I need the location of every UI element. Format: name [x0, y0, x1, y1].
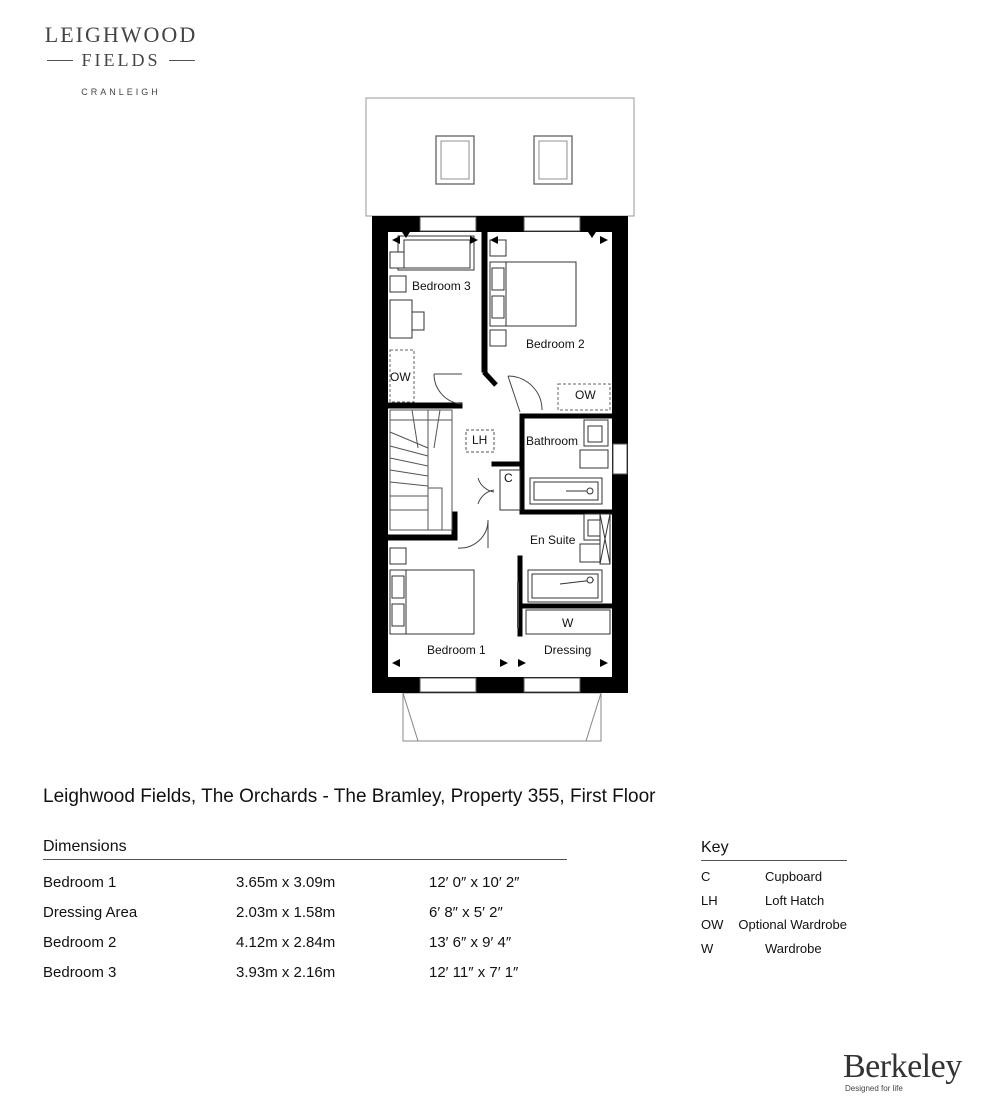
- balcony: [403, 693, 601, 741]
- berkeley-logo: [843, 1050, 963, 1093]
- list-item: [701, 913, 847, 937]
- logo-line-1: LEIGHWOOD: [44, 22, 198, 47]
- dimension-metric: 2.03m x 1.58m: [236, 904, 336, 921]
- dressing-label: Dressing: [544, 643, 592, 657]
- table-row: [43, 928, 567, 958]
- dimension-imperial: 12′ 11″ x 7′ 1″: [429, 964, 519, 981]
- key-legend: [701, 839, 847, 961]
- roof-area: [366, 98, 634, 216]
- dimensions-rows: [43, 868, 567, 988]
- key-rows: [701, 865, 847, 961]
- key-code: OW: [701, 917, 724, 932]
- list-item: [701, 889, 847, 913]
- key-code: W: [701, 941, 714, 956]
- ow-right-label: OW: [575, 388, 596, 402]
- list-item: [701, 937, 847, 961]
- c-label: C: [504, 471, 513, 485]
- bedroom-2-label: Bedroom 2: [526, 337, 585, 351]
- key-meaning: Cupboard: [765, 869, 823, 884]
- list-item: [701, 865, 847, 889]
- dimension-metric: 3.65m x 3.09m: [236, 874, 336, 891]
- ow-left-label: OW: [390, 370, 411, 384]
- bedroom-1-label: Bedroom 1: [427, 643, 486, 657]
- plan-title: Leighwood Fields, The Orchards - The Bramley, Property 355, First Floor: [43, 786, 656, 807]
- key-meaning: Wardrobe: [765, 941, 822, 956]
- dimension-imperial: 13′ 6″ x 9′ 4″: [429, 934, 512, 951]
- dimension-imperial: 6′ 8″ x 5′ 2″: [429, 904, 503, 921]
- key-code: C: [701, 869, 711, 884]
- logo-line-2-text: FIELDS: [81, 50, 161, 70]
- bedroom-1-furniture: [390, 548, 474, 634]
- key-heading: Key: [701, 839, 847, 861]
- table-row: [43, 868, 567, 898]
- dimension-room: Bedroom 1: [43, 874, 117, 891]
- key-meaning: Optional Wardrobe: [738, 917, 847, 932]
- bathroom-label: Bathroom: [526, 434, 579, 448]
- dimension-metric: 4.12m x 2.84m: [236, 934, 336, 951]
- w-label: W: [562, 616, 574, 630]
- staircase: [390, 410, 452, 530]
- key-code: LH: [701, 893, 718, 908]
- dimension-room: Bedroom 2: [43, 934, 117, 951]
- table-row: [43, 898, 567, 928]
- brand-tagline: Designed for life: [845, 1084, 903, 1093]
- dimension-room: Dressing Area: [43, 904, 138, 921]
- dimensions-table: [43, 838, 567, 988]
- bathroom-fixtures: [530, 420, 608, 504]
- dimensions-heading: Dimensions: [43, 838, 567, 860]
- dimension-imperial: 12′ 0″ x 10′ 2″: [429, 874, 520, 891]
- bedroom-2-furniture: [490, 240, 610, 410]
- dimension-metric: 3.93m x 2.16m: [236, 964, 336, 981]
- brand-name: Berkeley: [843, 1048, 962, 1085]
- dimension-room: Bedroom 3: [43, 964, 117, 981]
- en-suite-label: En Suite: [530, 533, 576, 547]
- en-suite-fixtures: [528, 514, 610, 602]
- table-row: [43, 958, 567, 988]
- lh-label: LH: [472, 433, 488, 447]
- logo-line-3: CRANLEIGH: [81, 87, 161, 97]
- key-meaning: Loft Hatch: [765, 893, 825, 908]
- bedroom-3-label: Bedroom 3: [412, 279, 471, 293]
